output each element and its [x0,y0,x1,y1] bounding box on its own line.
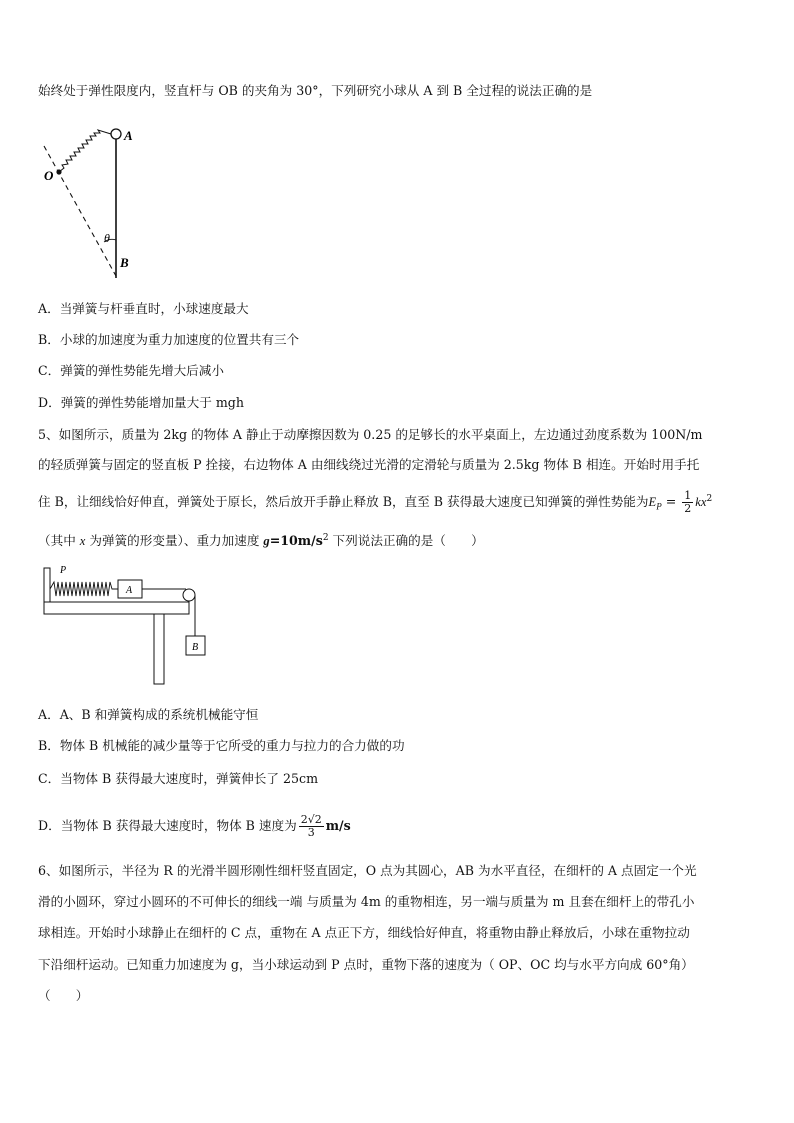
half-fraction: $\frac{1}{2}$ [684,489,692,516]
label-a: A [124,128,133,143]
q4-option-a: A．当弹簧与杆垂直时，小球速度最大 [38,301,249,316]
q6-line-1: 6、如图所示，半径为 R 的光滑半圆形刚性细杆竖直固定，O 点为其圆心，AB 为水平直径，在细杆的 A 点固定一个光 [38,863,697,878]
q4-option-d: D．弹簧的弹性势能增加量大于 mgh [38,395,244,410]
q5-line-3-text: 住 B，让细线恰好伸直，弹簧处于原长，然后放开手静止释放 B，直至 B 获得最大速度已知弹簧的弹性势能为 [38,494,649,510]
pulley [183,589,195,601]
q4-intro-tail: 始终处于弹性限度内，竖直杆与 OB 的夹角为 30°，下列研究小球从 A 到 B 全过程的说法正确的是 [38,83,593,98]
q6-line-3: 球相连。开始时小球静止在细杆的 C 点，重物在 A 点正下方，细线恰好伸直，将重物由静止释放后，小球在重物拉动 [38,925,690,940]
kx-term: kx [695,495,707,510]
energy-subscript: P [656,501,662,512]
q5-option-a: A．A、B 和弹簧构成的系统机械能守恒 [38,707,259,722]
dashed-line-ob [44,146,116,276]
velocity-fraction: $\frac{2√2}{3}$ [300,813,322,839]
label-o: O [44,168,54,183]
q5-line-4: （其中 x 为弹簧的形变量）、重力加速度 $g=10m/s^2$ 下列说法正确的是（ ） [38,533,484,549]
equals-sign: = [661,494,681,510]
label-b: B [120,255,129,270]
spring-coil [59,130,111,172]
label-theta: θ [104,231,110,245]
table-leg [154,614,164,684]
q4-option-c: C．弹簧的弹性势能先增大后减小 [38,363,224,378]
q5-option-b: B．物体 B 机械能的减少量等于它所受的重力与拉力的合力做的功 [38,738,405,753]
q6-line-4: 下沿细杆运动。已知重力加速度为 g，当小球运动到 P 点时，重物下落的速度为（ OP、OC 均与水平方向成 60°角） [38,957,694,972]
table-top [44,602,189,614]
q4-option-b: B．小球的加速度为重力加速度的位置共有三个 [38,332,300,347]
label-block-b: B [192,642,199,653]
label-p: P [60,565,67,576]
q5-option-c: C．当物体 B 获得最大速度时，弹簧伸长了 25cm [38,771,319,786]
q5-option-d: D．当物体 B 获得最大速度时，物体 B 速度为 $\frac{2√2}{3}$ m/s [38,813,351,839]
label-block-a: A [126,585,133,596]
q5-table-pulley-figure [40,562,215,687]
q5-line-3 [38,490,712,516]
q4-spring-rod-figure [38,122,148,282]
square-exponent: 2 [706,494,713,504]
q5-line-1: 5、如图所示，质量为 2kg 的物体 A 静止于动摩擦因数为 0.25 的足够长的水平桌面上，左边通过劲度系数为 100N/m [38,427,703,442]
spring [50,582,118,596]
energy-symbol: E [648,495,657,510]
q5-line-2: 的轻质弹簧与固定的竖直板 P 拴接，右边物体 A 由细线绕过光滑的定滑轮与质量为 2.5kg 物体 B 相连。开始时用手托 [38,457,700,472]
q6-line-2: 滑的小圆环，穿过小圆环的不可伸长的细线一端 与质量为 4m 的重物相连，另一端与质量为 m 且套在细杆上的带孔小 [38,894,695,909]
ring-a [111,129,121,139]
q6-line-5: （ ） [38,988,89,1003]
